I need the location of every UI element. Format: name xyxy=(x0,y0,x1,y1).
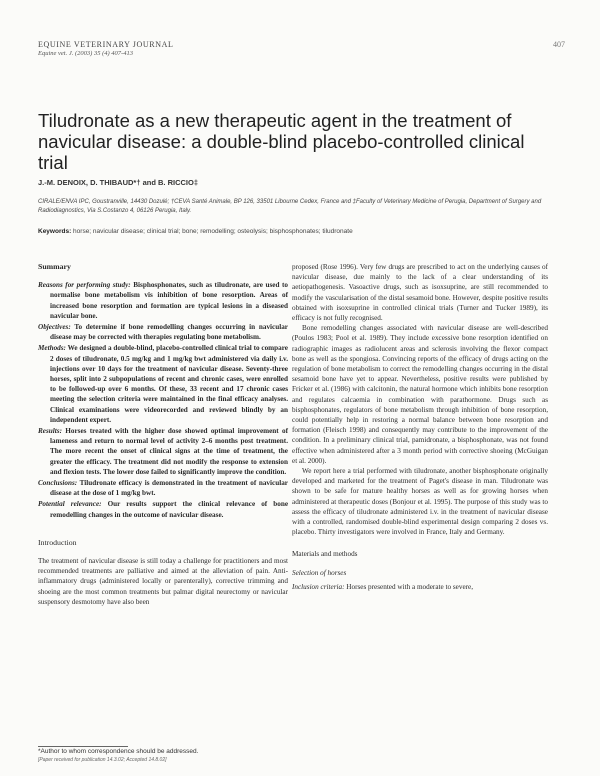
summary-relevance-text: Our results support the clinical relevance of bone remodelling changes in the outcome of navicular disease. xyxy=(50,500,289,519)
summary-methods xyxy=(38,343,288,425)
footnote-divider xyxy=(38,746,128,747)
inclusion-criteria xyxy=(292,582,548,592)
summary-relevance xyxy=(38,499,288,519)
introduction-heading: Introduction xyxy=(38,537,77,547)
summary-conclusions-label: Conclusions: xyxy=(38,479,78,488)
keywords xyxy=(38,228,568,235)
summary-objectives xyxy=(38,322,288,342)
summary-reasons-text: Bisphosphonates, such as tiludronate, are used to normalise bone metabolism vis inhibition of bone resorption. Areas of increased bone resorption and formation are typical lesions in a diseased navicular bone. xyxy=(50,281,289,320)
selection-heading: Selection of horses xyxy=(292,568,347,577)
summary-objectives-label: Objectives: xyxy=(38,323,71,332)
summary-reasons xyxy=(38,280,288,321)
summary-relevance-label: Potential relevance: xyxy=(38,500,102,509)
journal-reference: Equine vet. J. (2003) 35 (4) 407-413 xyxy=(38,50,133,57)
body-paragraph-3: We report here a trial performed with tiludronate, another bisphosphonate originally developed and marketed for the treatment of Paget's disease in man. Tiludronate was shown to be safe for mature healthy horses as well as for growing horses when administered at therapeutic doses (Bonjour et al. 1995). The purpose of this study was to assess the efficacy of tiludronate administered i.v. in the treatment of navicular disease with a controlled, randomised double-blind experimental design comparing 2 doses vs. placebo. Thirty investigators were involved in France, Italy and Germany. xyxy=(292,467,548,537)
summary-results xyxy=(38,426,288,477)
authors: J.-M. DENOIX, D. THIBAUD*† and B. RICCIO‡ xyxy=(38,178,199,187)
summary-conclusions-text: Tiludronate efficacy is demonstrated in the treatment of navicular disease at the dose of 1 mg/kg bwt. xyxy=(50,479,288,498)
affiliation: CIRALE/ENVA IPC, Goustranville, 14430 Dozulé; †CEVA Santé Animale, BP 126, 33501 Libourne Cedex, France and ‡Faculty of Veterinary Medicine of Perugia, Department of Surgery and Radiodiagnostics, Via S.Costanzo 4, 06126 Perugia, Italy. xyxy=(38,199,542,214)
introduction-text: The treatment of navicular disease is still today a challenge for practitioners and most recommended treatments are palliative and aimed at the alleviation of pain. Anti-inflammatory drugs (administered locally or parenterally), corrective trimming and shoeing are the most common treatments but palmar digital neurectomy or navicular suspensory desmotomy have also been xyxy=(38,557,288,606)
journal-name: EQUINE VETERINARY JOURNAL xyxy=(38,40,174,49)
article-title: Tiludronate as a new therapeutic agent in the treatment of navicular disease: a double-blind placebo-controlled clinical trial xyxy=(38,110,525,173)
body-paragraph-2: Bone remodelling changes associated with navicular disease are well-described (Poulos 1983; Pool et al. 1989). They include excessive bone resorption identified on radiographic images as radiolucent areas and sclerosis involving the flexor compact bone as well as the spongiosa. Convincing reports of the efficacy of drugs acting on the regulation of bone metabolism to correct the remodelling changes occurring in the distal sesamoid bone have yet to appear. Nevertheless, positive results were published by Fricker et al. (1986) with calcitonin, the natural hormone which inhibits bone resorption and regulates calcaemia in combination with parathormone. Drugs such as bisphosphonates, regulators of bone metabolism through inhibition of bone resorption, could potentially help in restoring a normal balance between bone resorption and formation (Fleisch 1998) and consequently may contribute to the improvement of the condition. In a preliminary clinical trial, pamidronate, a bisphosphonate, was not found effective when administered after a 3 month period with corrective shoeing (McGuigan et al. 2000). xyxy=(292,324,548,465)
footnote: *Author to whom correspondence should be addressed. xyxy=(38,748,199,755)
methods-heading: Materials and methods xyxy=(292,550,358,559)
summary-methods-text: We designed a double-blind, placebo-controlled clinical trial to compare 2 doses of tiludronate, 0.5 mg/kg and 1 mg/kg bwt administered via daily i.v. injections over 10 days for the treatment of navicular disease. Seventy-three horses, split into 2 subpopulations of recent and chronic cases, were enrolled to be followed-up over 6 months. Of these, 33 recent and 17 chronic cases meeting the selection criteria were maintained in the final efficacy analyses. Clinical examinations were videorecorded and reviewed blindly by an independent expert. xyxy=(50,344,288,424)
keywords-text: horse; navicular disease; clinical trial; bone; remodelling; osteolysis; bisphosphonates; tiludronate xyxy=(73,228,353,235)
body-paragraph-1: proposed (Rose 1996). Very few drugs are prescribed to act on the underlying causes of navicular disease, due mainly to the lack of a clear understanding of its aetiopathogenesis. Vasoactive drugs, such as isoxsuprine, are still recommended to modify the vascularisation of the distal sesamoid bone. However, despite positive results obtained with isoxsuprine in controlled clinical trials (Turner and Tucker 1989), its efficacy is not fully recognised. xyxy=(292,263,548,323)
left-column xyxy=(38,262,288,607)
summary-results-label: Results: xyxy=(38,427,62,436)
received-dates: [Paper received for publication 14.3.02; Accepted 14.8.02] xyxy=(38,757,167,763)
summary-methods-label: Methods: xyxy=(38,344,66,353)
page-number: 407 xyxy=(553,40,565,49)
summary-conclusions xyxy=(38,478,288,498)
summary-results-text: Horses treated with the higher dose showed optimal improvement of lameness and return to normal level of activity 2–6 months post treatment. The more recent the onset of clinical signs at the time of treatment, the greater the efficacy. The treatment did not modify the response to extension and flexion tests. The lower dose failed to significantly improve the condition. xyxy=(50,427,289,476)
inclusion-text: Horses presented with a moderate to severe, xyxy=(346,582,474,591)
right-column xyxy=(292,262,548,592)
summary-objectives-text: To determine if bone remodelling changes occurring in navicular disease may be corrected with therapies regulating bone metabolism. xyxy=(50,323,288,342)
inclusion-label: Inclusion criteria: xyxy=(292,582,345,591)
summary-reasons-label: Reasons for performing study: xyxy=(38,281,131,290)
summary-heading: Summary xyxy=(38,262,71,271)
keywords-label: Keywords: xyxy=(38,228,72,235)
